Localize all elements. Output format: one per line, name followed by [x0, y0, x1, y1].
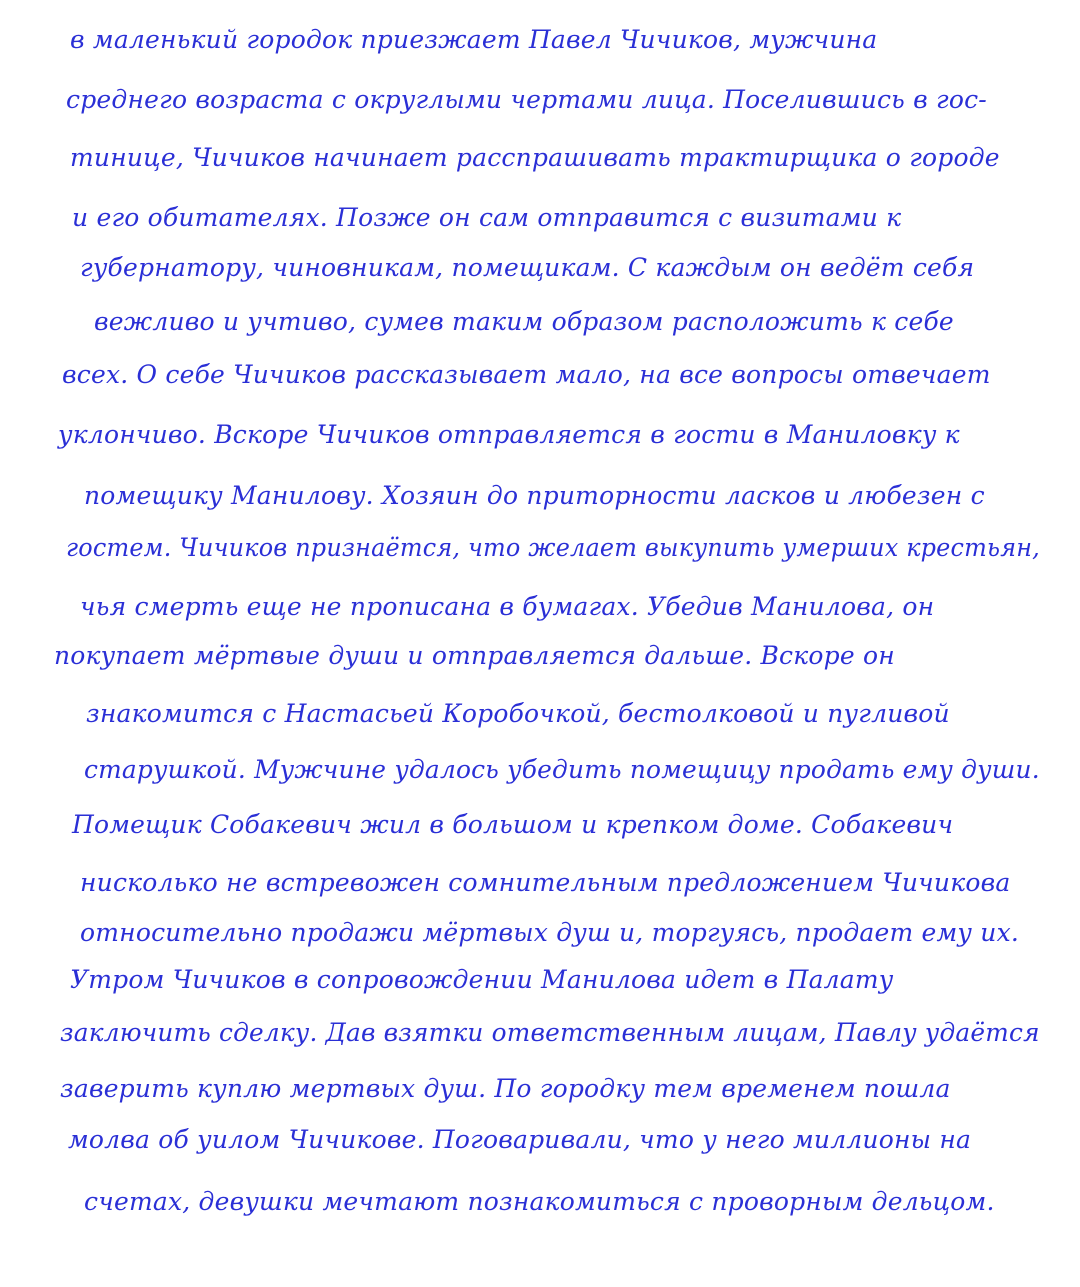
text-line: гостем. Чичиков признаётся, что желает выкупить умерших крестьян, — [66, 533, 1040, 562]
text-line: молва об уилом Чичикове. Поговаривали, что у него миллионы на — [68, 1125, 972, 1154]
text-line: в маленький городок приезжает Павел Чичиков, мужчина — [70, 25, 878, 54]
text-line: покупает мёртвые души и отправляется дальше. Вскоре он — [54, 641, 895, 670]
text-line: знакомится с Настасьей Коробочкой, бестолковой и пугливой — [86, 699, 950, 728]
text-line: нисколько не встревожен сомнительным предложением Чичикова — [80, 868, 1011, 897]
text-line: Утром Чичиков в сопровождении Манилова идет в Палату — [70, 965, 894, 994]
text-line: чья смерть еще не прописана в бумагах. Убедив Манилова, он — [80, 592, 935, 621]
text-line: помещику Манилову. Хозяин до приторности ласков и любезен с — [84, 481, 985, 510]
text-line: и его обитателях. Позже он сам отправится с визитами к — [72, 203, 902, 232]
text-line: заверить куплю мертвых душ. По городку тем временем пошла — [60, 1074, 951, 1103]
text-line: относительно продажи мёртвых душ и, торгуясь, продает ему их. — [80, 918, 1020, 947]
text-line: среднего возраста с округлыми чертами лица. Поселившись в гос- — [66, 85, 987, 114]
text-line: заключить сделку. Дав взятки ответственным лицам, Павлу удаётся — [60, 1018, 1040, 1047]
text-line: губернатору, чиновникам, помещикам. С каждым он ведёт себя — [80, 253, 975, 282]
text-line: старушкой. Мужчине удалось убедить помещицу продать ему души. — [84, 755, 1040, 784]
text-line: тинице, Чичиков начинает расспрашивать трактирщика о городе — [70, 143, 1000, 172]
text-line: уклончиво. Вскоре Чичиков отправляется в гости в Маниловку к — [58, 420, 960, 449]
text-line: Помещик Собакевич жил в большом и крепком доме. Собакевич — [72, 810, 954, 839]
text-line: счетах, девушки мечтают познакомиться с проворным дельцом. — [84, 1187, 995, 1216]
text-line: вежливо и учтиво, сумев таким образом расположить к себе — [94, 307, 954, 336]
text-line: всех. О себе Чичиков рассказывает мало, на все вопросы отвечает — [62, 360, 991, 389]
